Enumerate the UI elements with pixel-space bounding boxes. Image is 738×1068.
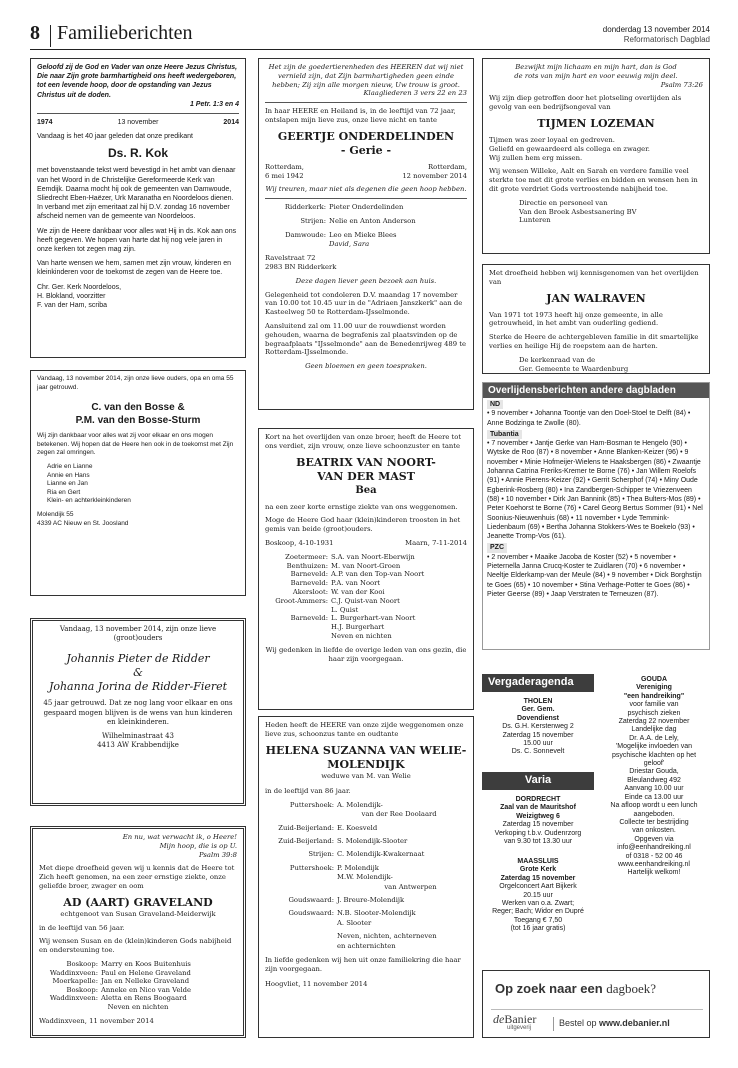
varia-line: van 9.30 tot 13.30 uur [503,838,573,846]
family-names: Neven, nichten, achterneven [337,932,437,941]
family-place [265,873,337,882]
agenda-line: Zaterdag 15 november [502,731,574,739]
family-place: Akersloot: [292,587,328,596]
welie-family [265,801,440,951]
kok-signature-3: F. van der Ham, scriba [37,302,108,310]
family-names: Jan en Nelleke Graveland [101,977,190,986]
kok-year-to: 2014 [223,119,239,127]
family-names: A. Slooter [337,918,372,927]
family-names: C. Molendijk-Kwakernaat [337,850,425,859]
family-row [39,986,194,995]
bosse-name-1: C. van den Bosse & [91,402,185,414]
family-row [265,562,427,571]
family-names: J. Breure-Molendijk [337,896,405,905]
ad-divider [491,1009,703,1010]
agenda-gouda [598,676,710,878]
family-row [265,606,427,615]
overlijden-region-pzc [483,541,709,599]
family-row [265,217,419,226]
agenda-line: psychische klachten op het [611,751,697,759]
lozeman-signature [489,199,703,225]
agenda-line: Dr. A.A. de Lely, [629,734,679,742]
family-row [265,240,419,249]
family-names: E. Koesveld [337,823,378,832]
family-line: Annie en Hans [47,471,90,479]
notice-de-ridder [30,618,246,806]
region-text: • 9 november • Johanna Toontje van den Doel-Stoel te Delft (84) • Anne Bodzinga te Zwolle (80). [487,410,691,427]
varia-line: MAASSLUIS [517,858,559,865]
page-header [30,22,710,50]
lozeman-line-2: Geliefd en gewaardeerd als collega en zwager. [489,144,650,153]
graveland-place-date: Waddinxveen, 11 november 2014 [39,1016,154,1025]
header-dateline [603,25,710,45]
agenda-line: Ds. G.H. Kerstenweg 2 [502,723,574,731]
ad-order-text: Bestel op [559,1018,600,1028]
graveland-verse-ref: Psalm 39:8 [199,850,237,859]
ad-tagline-word: dagboek? [606,981,657,996]
lozeman-paragraph-3: Wij wensen Willeke, Aalt en Sarah en verdere familie veel sterkte toe met dit grote verlies en bidden en wensen hen in dit grote verdriet Gods vertroostende nabijheid toe. [489,167,698,193]
ad-separator [553,1017,554,1031]
lozeman-signature-2: Van den Broek Asbestsanering BV [519,207,637,216]
overlijden-region-tubantia [483,428,709,542]
family-place: Boskoop: [66,959,98,968]
bosse-name-2: P.M. van den Bosse-Sturm [75,415,201,427]
family-line: Lianne en Jan [47,480,88,488]
noort-nickname: Bea [355,484,377,496]
graveland-family [39,960,194,1003]
overlijdensberichten [482,382,710,650]
family-place: Barneveld: [290,570,328,579]
family-place: Waddinxveen: [49,968,98,977]
kok-intro: Vandaag is het 40 jaar geleden dat onze predikant [37,133,193,141]
walraven-name: JAN WALRAVEN [546,291,646,305]
family-row [265,810,440,819]
family-row [265,883,440,892]
family-row [265,579,427,588]
kok-signature-2: H. Blokland, voorzitter [37,292,106,300]
graveland-paragraph-1: Met diepe droefheid geven wij u kennis dat de Heere tot Zich heeft genomen, na een zeer ernstige ziekte, onze geliefde broer, zwager en oom [39,864,235,890]
family-place [265,942,337,951]
family-row [39,969,194,978]
family-place: Goudswaard: [288,896,334,905]
region-label: Tubantia [487,430,522,439]
section-title: Familieberichten [57,22,193,44]
family-row [39,960,194,969]
region-label: ND [487,400,503,409]
notice-van-noort [258,428,474,710]
family-names: Pieter Onderdelinden [329,203,404,212]
agenda-line: psychisch zieken [627,709,681,717]
varia-line: Zaal van de Mauritshof [500,804,576,812]
family-names: Neven en nichten [331,631,392,640]
family-names: M.W. Molendijk- [337,873,393,882]
family-line: Adrie en Lianne [47,462,93,470]
notice-van-welie [258,716,474,1038]
banier-advertisement[interactable] [482,970,710,1038]
family-row [265,623,427,632]
agenda-line: Zaterdag 22 november [618,718,690,726]
kok-years [37,118,239,127]
family-line: Ria en Gert [47,488,81,496]
family-row [39,977,194,986]
ad-tagline [495,981,656,997]
divider [265,198,467,199]
family-row [265,632,427,641]
walraven-paragraph-1: Met droefheid hebben wij kennisgenomen van het overlijden van [489,269,699,286]
family-row [265,919,440,928]
family-place: Goudswaard: [288,909,334,918]
family-row [265,850,440,859]
family-names: H.J. Burgerhart [331,623,385,632]
welie-name-2: MOLENDIJK [327,758,405,772]
notice-graveland [30,826,246,1038]
ad-tagline-lead: Op zoek naar een [495,981,607,996]
lozeman-verse-ref: Psalm 73:26 [660,80,703,89]
family-row [265,203,419,212]
welie-place-date: Hoogvliet, 11 november 2014 [265,979,368,988]
onderdelinden-verse-ref: Klaagliederen 3 vers 22 en 23 [363,89,467,98]
notice-van-den-bosse [30,370,246,596]
family-row [265,597,427,606]
banier-logo [493,1013,536,1032]
kok-paragraph-3: We zijn de Heere dankbaar voor alles wat Hij in ds. Kok aan ons heeft gegeven. We hopen van harte dat hij nog vele jaren in onze kerken tot zegen mag zijn. [37,227,237,254]
kok-name: Ds. R. Kok [107,146,168,161]
agenda-website-link[interactable]: www.eenhandreiking.nl [618,860,690,868]
family-names-extra: van Antwerpen [384,882,437,891]
family-row [265,864,440,873]
family-names-extra: van der Ree Doolaard [361,810,437,819]
onderdelinden-family [265,203,419,249]
family-place: Zoetermeer: [285,552,328,561]
ridder-ampersand: & [133,666,143,680]
agenda-line: Dovendienst [516,714,559,722]
family-row [265,614,427,623]
notice-lozeman [482,58,710,254]
graveland-verse-1: En nu, wat verwacht ik, o Heere! [122,833,237,841]
family-names: W. van der Kooi [331,587,385,596]
family-place: Damwoude: [285,231,326,240]
lozeman-line-1: Tijmen was zeer loyaal en gedreven. [489,135,615,144]
family-place: Barneveld: [290,614,328,623]
divider [265,102,467,103]
ridder-address-1: Wilhelminastraat 43 [101,732,175,741]
family-names: P. Molendijk [337,863,379,872]
banier-logo-sub: uitgeverij [507,1025,532,1031]
family-place [265,932,337,941]
varia-line: 20.15 uur [523,891,553,899]
family-place: Puttershoek: [289,800,334,809]
agenda-line: 15.00 uur [523,740,553,748]
notice-walraven [482,264,710,374]
onderdelinden-paragraph-1: In haar HEERE en Heiland is, in de leeftijd van 72 jaar, ontslapen mijn lieve zus, onze lieve nicht en tante [265,107,456,124]
vergaderagenda-title: Vergaderagenda [482,674,594,692]
family-row [265,932,440,941]
lozeman-name: TIJMEN LOZEMAN [537,116,655,130]
family-names: A. Molendijk- [337,800,383,809]
varia-line: Grote Kerk [519,866,557,874]
family-names: Leo en Mieke Blees [329,231,397,240]
onderdelinden-no-visit: Deze dagen liever geen bezoek aan huis. [295,276,437,285]
agenda-line: geloof' [643,760,665,768]
walraven-signature-1: De kerkenraad van de [519,355,596,364]
varia-line: DORDRECHT [515,796,561,803]
agenda-line: Landelijke dag [631,726,677,734]
publication-name: Reformatorisch Dagblad [623,35,710,44]
walraven-signature [489,356,703,374]
agenda-line: voor familie van [629,701,679,709]
family-place [265,623,331,632]
family-names: Marry en Koos Buitenhuis [101,959,191,968]
noort-dates [265,539,467,548]
onderdelinden-died [402,163,467,181]
agenda-line: GOUDA [640,676,668,683]
died-date: 12 november 2014 [402,171,467,180]
agenda-email-link[interactable]: info@eenhandreiking.nl [617,844,691,852]
family-place: Benthuizen: [286,561,328,570]
banier-logo-name: Banier [504,1012,537,1026]
varia-title: Varia [482,772,594,790]
bosse-family [37,463,239,506]
bosse-address-1: Molendijk 55 [37,510,74,518]
ridder-name-1: Johannis Pieter de Ridder [66,652,210,666]
family-names: P.A. van Noort [331,579,381,588]
ridder-address-2: 4413 AW Krabbendijke [97,741,179,750]
graveland-age: in de leeftijd van 56 jaar. [39,923,125,932]
region-text: • 2 november • Maaike Jacoba de Koster (52) • 5 november • Pieternella Janna Crucq-Koster te Zuidlaren (70) • 6 november • Neeltje Elderkamp-van der Meule (84) • 9 november • Dick Borghstijn te Goes (65) • 10 november • Stina Verhage-Potter te Goes (86) • Pieter Geerse (89) • Jaap Verstraten te Terneuzen (87). [487,553,702,598]
family-place: Puttershoek: [289,863,334,872]
family-names: S.A. van Noort-Eberwijn [331,552,415,561]
family-row [265,909,440,918]
bosse-intro: Vandaag, 13 november 2014, zijn onze lieve ouders, opa en oma 55 jaar getrouwd. [37,375,234,391]
family-place [265,919,337,928]
agenda-line: Ds. C. Sonnevelt [511,748,565,756]
agenda-line: Opgeven via [634,835,674,843]
bosse-address-2: 4339 AC Nieuw en St. Joosland [37,519,129,527]
lozeman-signature-1: Directie en personeel van [519,198,608,207]
ridder-name-2: Johanna Jorina de Ridder-Fieret [48,680,228,694]
banier-logo-de: de [493,1012,505,1026]
varia-line: Reger; Bach; Widor en Dupré [492,908,584,916]
family-names-extra: David, Sara [329,240,370,249]
family-names: L. Quist [331,605,359,614]
varia-line: Zaterdag 15 november [500,874,576,882]
ad-order-link[interactable]: www.debanier.nl [599,1018,670,1028]
varia-maassluis [484,858,592,934]
kok-year-from: 1974 [37,119,53,127]
family-place: Boskoop: [66,985,98,994]
family-names: en achternichten [337,941,396,950]
died-place: Rotterdam, [428,162,467,171]
kok-signature-1: Chr. Ger. Kerk Noordeloos, [37,283,122,291]
family-place: Zuid-Beijerland: [278,837,334,846]
family-row [265,588,427,597]
agenda-line: Aanvang 10.00 uur [624,785,684,793]
kok-verse-ref: 1 Petr. 1:3 en 4 [189,100,239,108]
varia-dordrecht [484,796,592,846]
family-row [265,837,440,846]
varia-line: Werken van o.a. Zwart; [501,900,575,908]
agenda-line: Hartelijk welkom! [627,869,681,877]
region-label: PZC [487,543,507,552]
lozeman-verse-2: de rots van mijn hart en voor eeuwig mijn deel. [514,71,678,80]
family-place [265,632,331,641]
noort-died: Maarn, 7-11-2014 [405,538,467,547]
onderdelinden-address-2: 2983 BN Ridderkerk [265,262,337,271]
family-names: Aletta en Rens Boogaard [101,994,187,1003]
family-names: N.B. Slooter-Molendijk [337,909,416,918]
family-names: S. Molendijk-Slooter [337,837,408,846]
family-row [265,801,440,810]
family-row [265,570,427,579]
lozeman-paragraph-1: Wij zijn diep getroffen door het plotseling overlijden als gevolg van een bedrijfsongeval van [489,94,682,112]
lozeman-verse-1: Bezwijkt mijn lichaam en mijn hart, dan is God [515,63,677,71]
lozeman-line-3: Wij zullen hem erg missen. [489,153,583,162]
welie-paragraph-2: In liefde gedenken wij hen uit onze familiekring die haar zijn voorgegaan. [265,956,461,974]
family-place: Moerkapelle: [52,977,98,986]
graveland-nephews: Neven en nichten [107,1002,169,1011]
agenda-line: "een handreiking" [623,692,685,700]
agenda-line: Vereniging [636,684,672,692]
family-names: A.P. van den Top-van Noort [331,570,425,579]
agenda-line: Einde ca 13.00 uur [624,793,684,801]
bosse-paragraph: Wij zijn dankbaar voor alles wat zij voor elkaar en ons mogen betekenen. Wij hopen dat de Heere hen ook in de toekomst met Zijn zegen zal omringen. [37,432,234,457]
onderdelinden-dates [265,163,467,181]
family-names: L. Burgerhart-van Noort [331,614,416,623]
family-names: Anneke en Nico van Velde [101,985,192,994]
kok-date: 13 november [117,119,159,127]
graveland-verse-2: Mijn hoop, die is op U. [159,841,237,850]
noort-name-1: BEATRIX VAN NOORT- [296,455,436,469]
issue-date: donderdag 13 november 2014 [602,25,710,34]
noort-paragraph-3: Moge de Heere God haar (klein)kinderen troosten in het gemis van beide (groot)ouders. [265,516,461,534]
kok-paragraph-4: Van harte wensen we hem, samen met zijn vrouw, kinderen en kleinkinderen voor de toekomst de zegen van de Heere toe. [37,260,232,277]
born-date: 6 mei 1942 [265,171,304,180]
onderdelinden-paragraph-2: Gelegenheid tot condoleren D.V. maandag 17 november van 10.00 tot 10.45 uur in de "Adriaen Janszkerk" aan de Kasteelweg 50 te Rotterdam-IJsselmonde. [265,290,463,317]
agenda-line: aangeboden. [633,810,675,818]
ridder-paragraph: 45 jaar getrouwd. Dat ze nog lang voor elkaar en ons gespaard mogen blijven is de wens van hun kinderen en kleinkinderen. [43,699,233,726]
onderdelinden-address-1: Ravelstraat 72 [265,254,316,263]
kok-paragraph-1: met bovenstaande tekst werd bevestigd in het ambt van dienaar van het Woord in de Christelijke Gereformeerde Kerk van Eemdijk. Daarna mocht hij ook de gemeenten van Damwoude, Sliedrecht Eben-Haëzer, Urk Maranatha en Noordeloos dienen. [37,167,236,203]
noort-name-2: VAN DER MAST [317,469,415,483]
noort-paragraph-1: Kort na het overlijden van onze broer, heeft de Heere tot ons verdiet, zijn vrouw, onze lieve schoonzuster en tante [265,433,462,450]
family-names: M. van Noort-Groen [331,561,401,570]
walraven-paragraph-2: Van 1971 tot 1973 heeft hij onze gemeente, in alle getrouwheid, in het ambt van ouderling gediend. [489,310,663,328]
graveland-paragraph-2: Wij wensen Susan en de (klein)kinderen Gods nabijheid en ondersteuning toe. [39,937,232,955]
notice-kok [30,58,246,358]
family-row [265,896,440,905]
agenda-line: THOLEN [523,698,553,705]
varia-line: Verkoping t.b.v. Oudenrzorg [494,829,582,837]
family-row [265,231,419,240]
onderdelinden-born [265,163,304,181]
family-row [265,553,427,562]
header-divider [50,25,51,47]
onderdelinden-verse: Het zijn de goedertierenheden des HEEREN dat wij niet vernield zijn, dat Zijn barmhartigheden geen einde hebben; Zij zijn alle morgen nieuw, Uw trouw is groot. [268,63,464,89]
family-place: Barneveld: [290,579,328,588]
varia-line: Zaterdag 15 november [502,821,574,829]
family-row [265,824,440,833]
divider [37,113,239,114]
noort-family [265,553,427,641]
varia-line: Orgelconcert Aart Bijkerk [499,883,577,891]
kok-paragraph-2: In verband met zijn emeritaat zal hij D.V. zondag 16 november afscheid nemen van de gemeente van Noordeloos. [37,204,230,221]
graveland-name: AD (AART) GRAVELAND [63,895,213,909]
onderdelinden-mourning: Wij treuren, maar niet als degenen die geen hoop hebben. [265,185,467,194]
region-text: • 7 november • Jantje Gerke van Ham-Bosman te Hengelo (90) • Wytske de Roo (87) • 8 november • Anne Blanken-Keizer (96) • 9 november • Minie Hofmeijer-Wielens te Haaksbergen (86) • Zwaantje Johanna Catrina Freriks-Kremer te Borne (76) • Jan Willem Roelofs (91) • Annie Pierens-Keizer (92) • Gerrit Scherphof (74) • Miny Oude Egberink-Rosberg (80) • Ina Zandbergen-Schipper te Vriezenveen (58) • 10 november • Dirk Jan Bannink (85) • Thea Bulters-Mos (89) • Peter Koehorst te Borne (76) • Carel Georg Bertus Sommer (91) • Nel Soonius-Nieuwenhuis (68) • 11 november • Lyde Temmink-Liedenbaum (69) • Bertha Johanna Stokkers-Wes te Boekelo (93) • Jeanette Tromp-Vos (61). [487,440,703,541]
agenda-line: 'Mogelijke invloeden van [615,743,693,751]
family-place [265,606,331,615]
noort-paragraph-2: na een zeer korte ernstige ziekte van ons weggenomen. [265,502,458,511]
welie-subtitle: weduwe van M. van Welie [321,772,411,781]
kok-verse: Geloofd zij de God en Vader van onze Heere Jezus Christus, Die naar Zijn grote barmhartigheid ons heeft wedergeboren, tot een levende hoop, door de opstanding van Jezus Christus uit de doden. [37,64,238,99]
varia-line: (tot 16 jaar gratis) [510,925,566,933]
family-names: Paul en Helene Graveland [101,968,191,977]
agenda-line: of 0318 - 52 00 46 [625,852,683,860]
family-row [265,942,440,951]
overlijden-region-nd [483,398,709,428]
agenda-line: Driestar Gouda, [629,768,679,776]
family-place: Waddinxveen: [49,994,98,1003]
onderdelinden-paragraph-3: Aansluitend zal om 11.00 uur de rouwdienst worden gehouden, waarna de begrafenis zal plaatsvinden op de begraafplaats "IJsselmonde" aan de Benedenrijweg 489 te Rotterdam-IJsselmonde. [265,321,466,357]
agenda-line: van onkosten. [632,827,676,835]
family-row [265,873,440,882]
agenda-line: Bleulandweg 492 [627,776,681,784]
family-place: Groot-Ammers: [275,596,328,605]
ad-order-line [559,1018,670,1028]
ridder-intro: Vandaag, 13 november 2014, zijn onze lieve (groot)ouders [59,625,217,643]
page-number: 8 [30,22,40,44]
varia-line: Toegang € 7,50 [513,916,563,924]
onderdelinden-name: GEERTJE ONDERDELINDEN [277,129,455,143]
welie-age: in de leeftijd van 86 jaar. [265,786,351,795]
family-place: Strijen: [308,850,334,859]
notice-onderdelinden [258,58,474,410]
family-place: Ridderkerk: [284,203,326,212]
graveland-subtitle: echtgenoot van Susan Graveland-Meiderwijk [60,909,216,918]
noort-paragraph-4: Wij gedenken in liefde de overige leden van ons gezin, die haar zijn voorgegaan. [265,645,467,663]
welie-name-1: HELENA SUZANNA VAN WELIE- [265,744,467,758]
family-line: Klein- en achterkleinkinderen [47,497,131,505]
agenda-line: Na afloop wordt u een lunch [610,802,698,810]
overlijden-title: Overlijdensberichten andere dagbladen [483,383,709,398]
lozeman-signature-3: Lunteren [519,216,551,225]
family-names: Nelie en Anton Anderson [329,217,416,226]
family-place: Strijen: [300,217,326,226]
welie-paragraph-1: Heden heeft de HEERE van onze zijde weggenomen onze lieve zus, schoonzus tante en oudtante [265,721,464,739]
agenda-tholen [484,698,592,757]
walraven-signature-2: Ger. Gemeente te Waardenburg [519,364,629,373]
family-names: C.J. Quist-van Noort [331,596,400,605]
family-row [39,994,194,1003]
born-place: Rotterdam, [265,162,304,171]
family-place: Zuid-Beijerland: [278,823,334,832]
agenda-line: Collecte ter bestrijding [619,818,689,826]
onderdelinden-nickname: - Gerie - [340,143,392,157]
noort-born: Boskoop, 4-10-1931 [265,538,334,547]
agenda-line: Ger. Gem. [521,706,555,714]
varia-line: Weizigtweg 6 [516,812,560,820]
walraven-paragraph-3: Sterke de Heere de achtergebleven familie in dit smartelijke verlies en heilige Hij de roepstem aan de harten. [489,333,699,350]
onderdelinden-no-flowers: Geen bloemen en geen toespraken. [305,362,427,371]
